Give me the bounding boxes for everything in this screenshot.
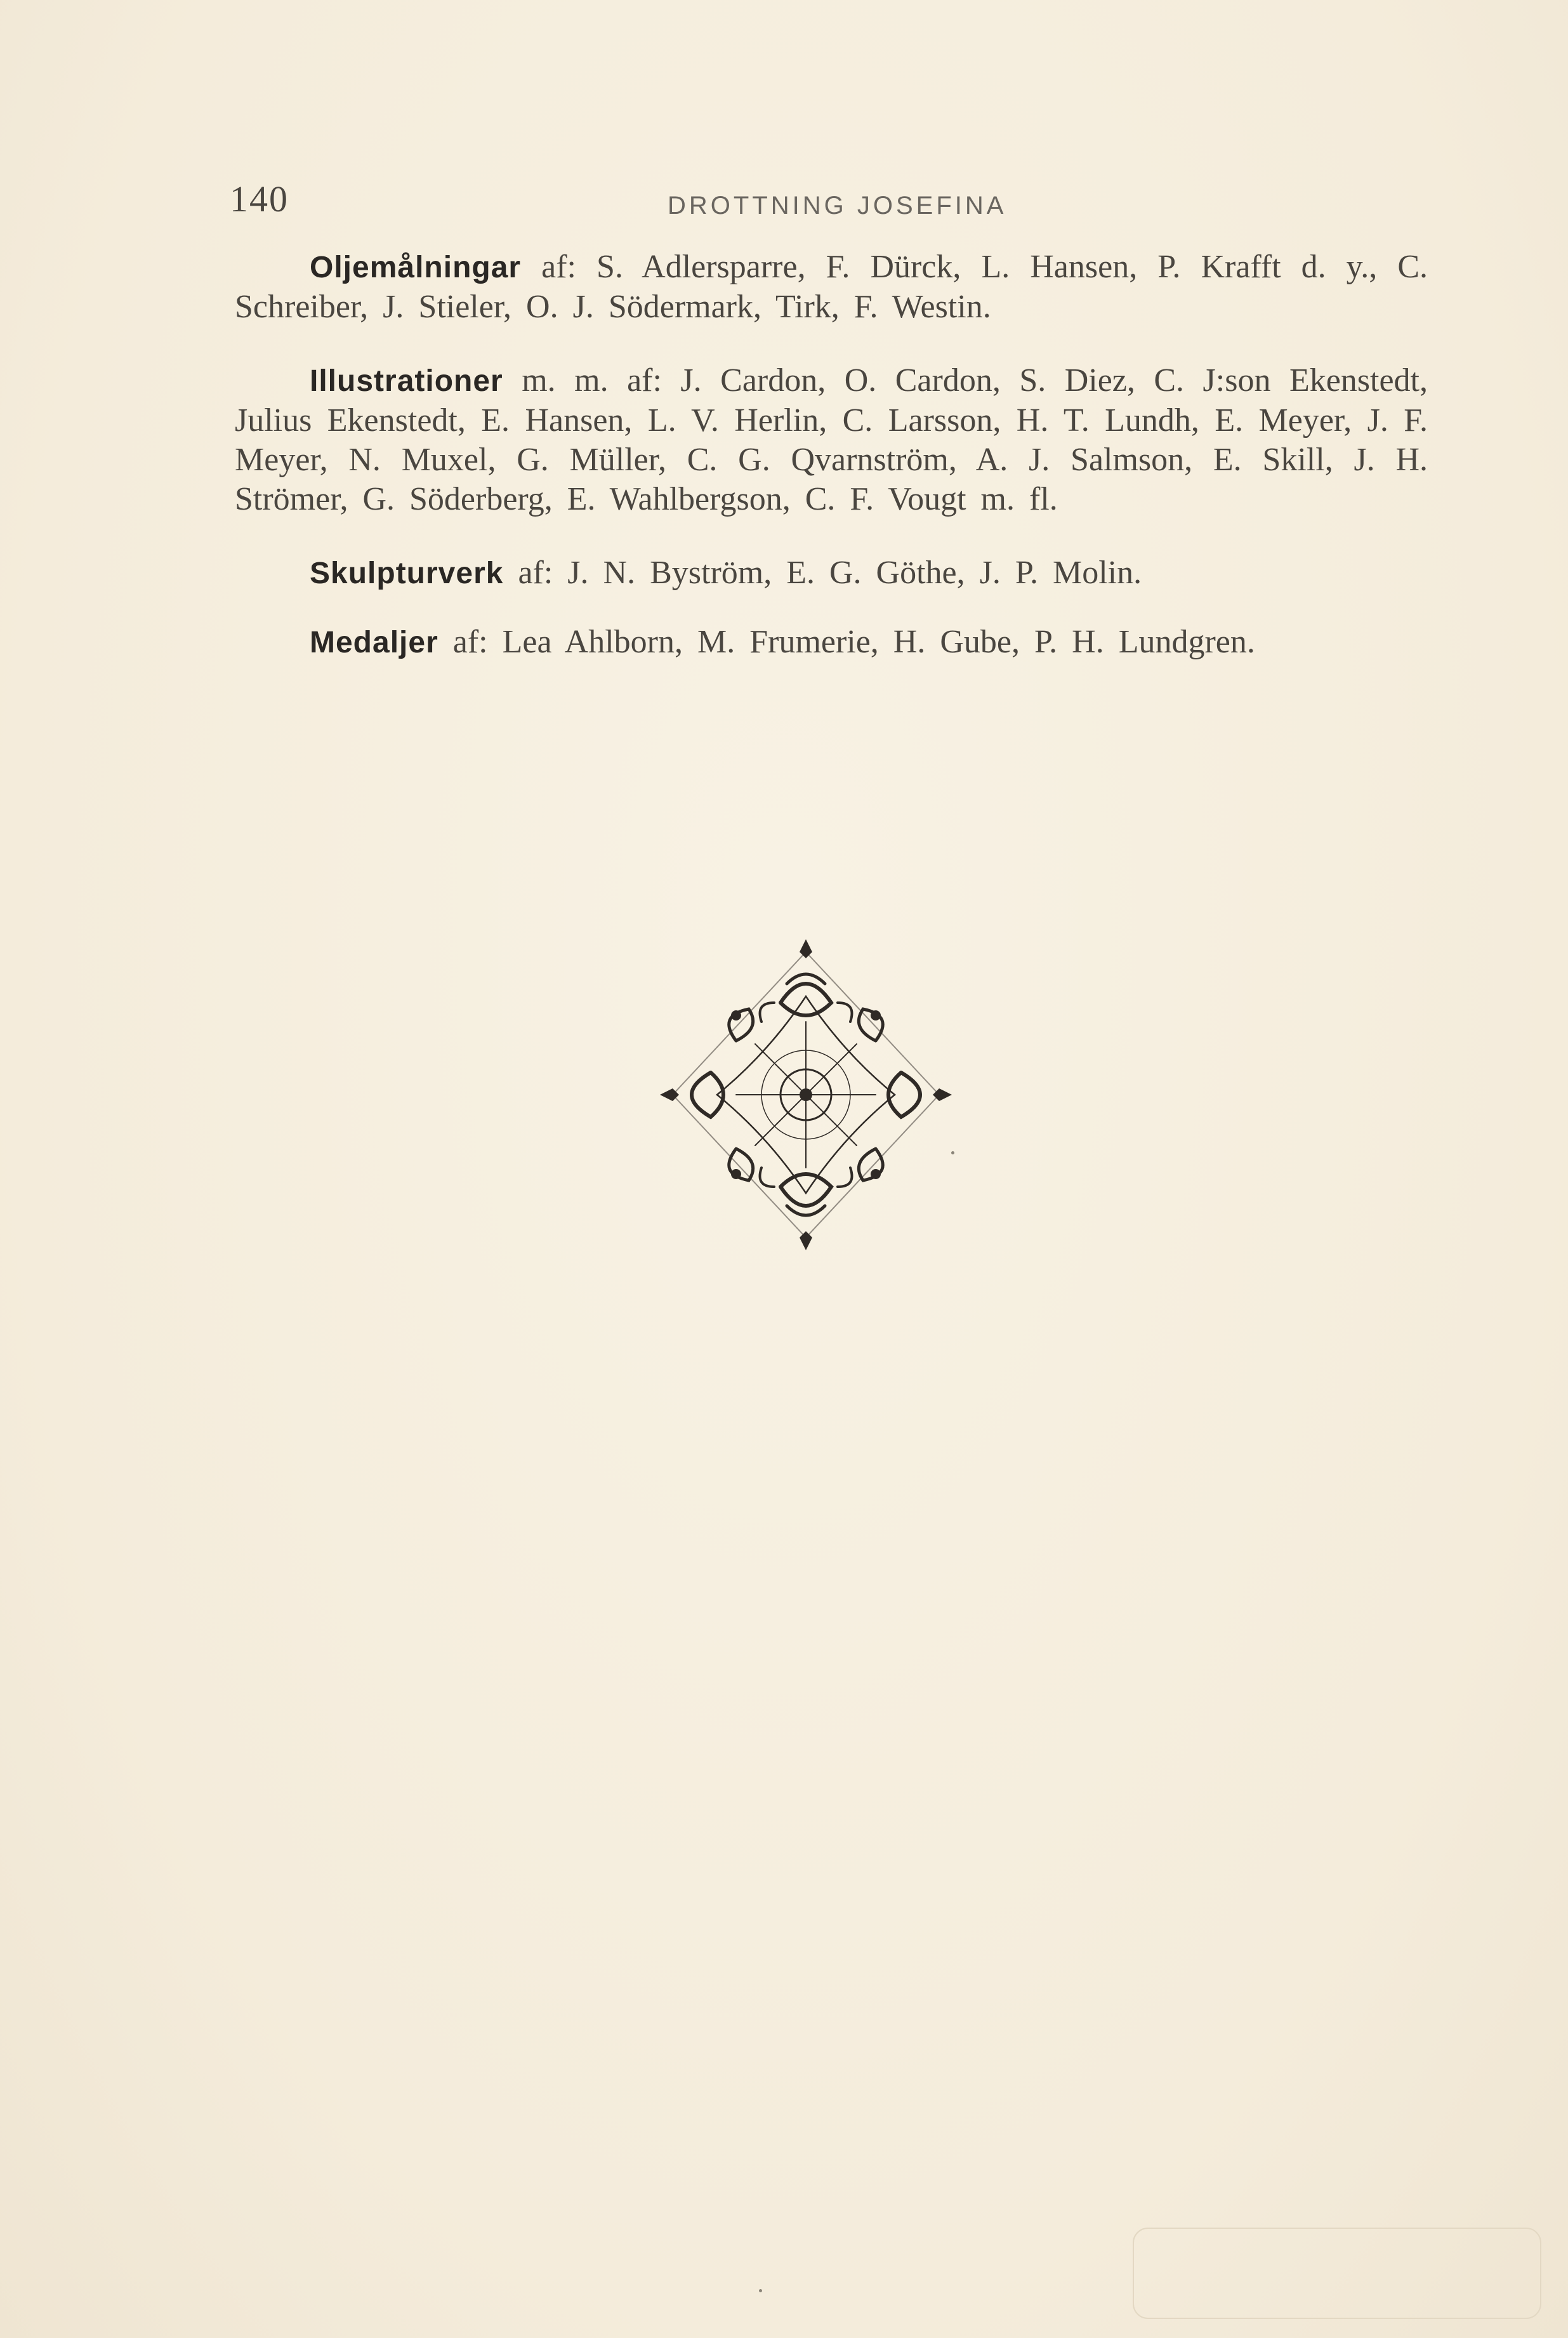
- running-head: DROTTNING JOSEFINA: [668, 192, 1007, 220]
- entry-heading: Skulpturverk: [310, 557, 504, 590]
- entry-text: af: S. Adlersparre, F. Dürck, L. Hansen, P. Krafft d. y., C. Schreiber, J. Stieler, O. J. Södermark, Tirk, F. Westin.: [235, 249, 1428, 325]
- paper-speck: [759, 2289, 762, 2292]
- credits-entry-illustrations: [235, 361, 1428, 519]
- paper-speck: [951, 1151, 954, 1154]
- entry-heading: Oljemålningar: [310, 251, 522, 284]
- credits-entry-sculptures: [235, 553, 1428, 593]
- entry-heading: Medaljer: [310, 626, 438, 659]
- entry-heading: Illustrationer: [310, 364, 503, 398]
- entry-text: m. m. af: J. Cardon, O. Cardon, S. Diez, C. J:son Ekenstedt, Julius Ekenstedt, E. Hansen, L. V. Herlin, C. Larsson, H. T. Lundh, E. Meyer, J. F. Meyer, N. Muxel, G. Müller, C. G. Qvarnström, A. J. Salmson, E. Skill, J. H. Strömer, G. Söderberg, E. Wahlbergson, C. F. Vougt m. fl.: [235, 362, 1428, 517]
- paper-mark: [1133, 2228, 1541, 2319]
- ornament-vignette-icon: [641, 927, 971, 1263]
- credits-entry-oil-paintings: [235, 248, 1428, 327]
- entry-text: af: Lea Ahlborn, M. Frumerie, H. Gube, P. H. Lundgren.: [452, 624, 1255, 660]
- page-number: 140: [230, 178, 289, 220]
- credits-text-block: [235, 248, 1428, 692]
- credits-entry-medals: [235, 623, 1428, 663]
- entry-text: af: J. N. Byström, E. G. Göthe, J. P. Molin.: [518, 555, 1142, 591]
